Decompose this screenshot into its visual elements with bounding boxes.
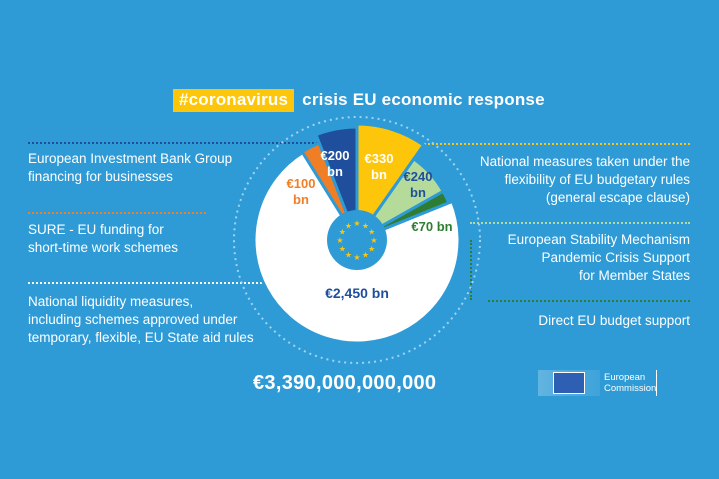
label-liquidity-line3: temporary, flexible, EU State aid rules (28, 330, 254, 345)
logo-line1: European (604, 372, 646, 383)
label-sure-line2: short-time work schemes (28, 240, 179, 255)
label-esm-line1: European Stability Mechanism (507, 232, 690, 247)
logo-text (604, 372, 656, 394)
eu-star-icon: ★ (361, 250, 370, 260)
eu-star-icon: ★ (368, 244, 376, 254)
total-amount: €3,390,000,000,000 (253, 372, 437, 394)
european-commission-logo (538, 364, 663, 400)
logo-separator (656, 370, 657, 396)
eu-star-icon: ★ (361, 221, 370, 231)
eu-star-icon: ★ (338, 227, 346, 237)
eu-star-icon: ★ (336, 236, 344, 245)
label-sure-line1: SURE - EU funding for (28, 222, 164, 237)
label-liquidity-line1: National liquidity measures, (28, 294, 194, 309)
label-liquidity-line2: including schemes approved under (28, 312, 238, 327)
eu-star-icon: ★ (353, 253, 361, 262)
slice-label-liquidity: €2,450 bn (325, 285, 389, 301)
label-budget-line1: Direct EU budget support (538, 313, 690, 328)
label-esm-line2: Pandemic Crisis Support (541, 250, 690, 265)
slice-label-eu-budget: €70 bn (411, 219, 453, 234)
label-eib-line2: financing for businesses (28, 169, 173, 184)
slice-label-eib: €200 bn (320, 148, 350, 179)
slice-label-sure: €100 bn (286, 176, 316, 207)
label-esm-line3: for Member States (578, 268, 690, 283)
label-escape-line1: National measures taken under the (479, 154, 690, 169)
eu-star-icon: ★ (344, 250, 353, 260)
eu-star-icon: ★ (368, 227, 376, 237)
eu-star-icon: ★ (338, 244, 346, 254)
eu-flag-icon (553, 372, 585, 394)
eu-star-icon: ★ (370, 236, 378, 245)
eu-star-icon: ★ (353, 219, 361, 228)
label-eib-line1: European Investment Bank Group (28, 151, 233, 166)
slice-label-esm: €240 bn (403, 169, 433, 200)
label-escape-line2: flexibility of EU budgetary rules (504, 172, 690, 187)
logo-line2: Commission (604, 383, 657, 394)
label-escape-line3: (general escape clause) (545, 190, 690, 205)
eu-star-icon: ★ (344, 221, 353, 231)
slice-label-general-escape: €330 bn (364, 151, 394, 182)
title-text: crisis EU economic response (302, 90, 545, 109)
hashtag-badge: #coronavirus (173, 89, 294, 112)
